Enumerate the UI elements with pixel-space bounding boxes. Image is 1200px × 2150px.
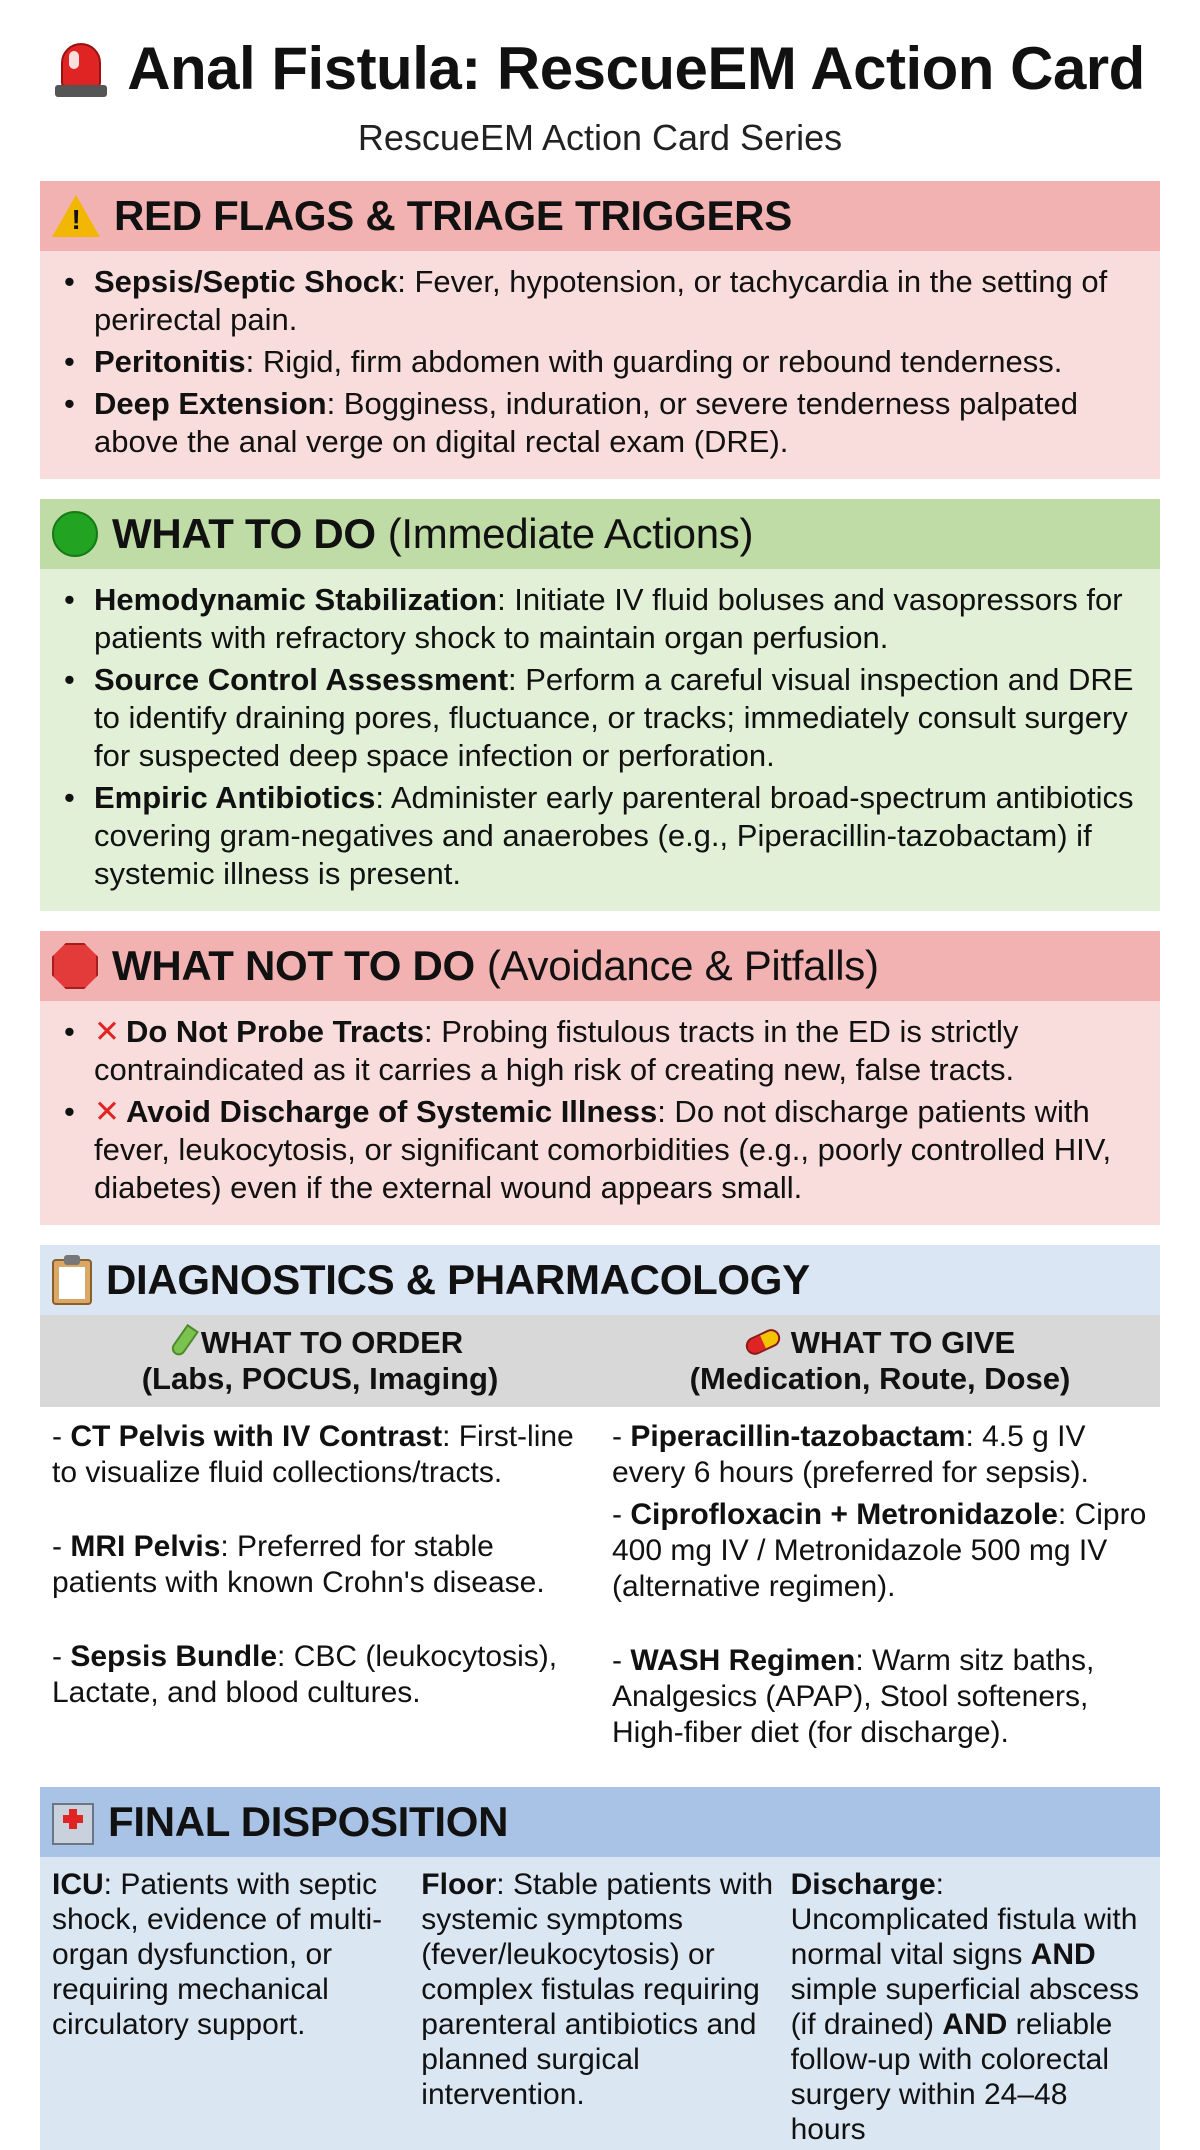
item-text: : Probing fistulous tracts in the ED is strictly contraindicated as it carries a high risk of creating new, false tracts.: [94, 1014, 1019, 1087]
item-text: : Rigid, firm abdomen with guarding or rebound tenderness.: [245, 344, 1063, 379]
disposition-discharge: [791, 1867, 1160, 2147]
what-to-do-section: [40, 499, 1160, 911]
disposition-header: [40, 1787, 1160, 1857]
item-label: Do Not Probe Tracts: [125, 1014, 424, 1049]
item-text: : Cipro 400 mg IV / Metronidazole 500 mg IV (alternative regimen).: [612, 1498, 1147, 1603]
page-title: [40, 34, 1160, 103]
item-label: Sepsis Bundle: [70, 1640, 278, 1673]
what-to-give-column: [600, 1315, 1160, 1767]
diagnostics-title: DIAGNOSTICS & PHARMACOLOGY: [106, 1256, 810, 1303]
give-heading-line2: (Medication, Route, Dose): [689, 1361, 1071, 1396]
item-text: : Do not discharge patients with fever, leukocytosis, or significant comorbidities (e.g., poorly controlled HIV, diabetes) even if the external wound appears small.: [94, 1094, 1112, 1205]
green-circle-icon: [52, 511, 98, 557]
item-label: Hemodynamic Stabilization: [94, 582, 498, 617]
what-to-order-body: [40, 1407, 600, 1759]
list-item: [58, 343, 1142, 381]
order-heading-line2: (Labs, POCUS, Imaging): [141, 1361, 499, 1396]
item-text: : Preferred for stable patients with known Crohn's disease.: [52, 1530, 545, 1599]
discharge-and: AND: [942, 2008, 1008, 2041]
discharge-label: Discharge: [790, 1868, 936, 1901]
siren-icon: [55, 39, 107, 99]
red-flags-header: [40, 181, 1160, 251]
red-flags-title: RED FLAGS & TRIAGE TRIGGERS: [114, 192, 792, 239]
floor-text: : Stable patients with systemic symptoms (fever/leukocytosis) or complex fistulas requiring parenteral antibiotics and planned surgical intervention.: [421, 1868, 774, 2111]
item-label: Peritonitis: [94, 344, 246, 379]
red-flags-section: [40, 181, 1160, 479]
item-text: : Administer early parenteral broad-spectrum antibiotics covering gram-negatives and anaerobes (e.g., Piperacillin-tazobactam) if systemic illness is present.: [94, 780, 1134, 891]
what-to-order-column: [40, 1315, 600, 1767]
clipboard-icon: [52, 1255, 92, 1305]
list-item: - MRI Pelvis: Preferred for stable patients with known Crohn's disease.: [52, 1530, 545, 1599]
item-label: Source Control Assessment: [94, 662, 509, 697]
disposition-floor: [421, 1867, 790, 2147]
item-text: : Perform a careful visual inspection and DRE to identify draining pores, fluctuance, or tracks; immediately consult surgery for suspected deep space infection or perforation.: [94, 662, 1134, 773]
diagnostics-section: [40, 1245, 1160, 1767]
what-to-give-body: [600, 1407, 1160, 1767]
what-to-do-header: [40, 499, 1160, 569]
what-not-to-do-title: WHAT NOT TO DO: [112, 942, 475, 989]
disposition-icu: [52, 1867, 421, 2147]
item-label: Sepsis/Septic Shock: [94, 264, 398, 299]
item-text: : 4.5 g IV every 6 hours (preferred for sepsis).: [612, 1420, 1089, 1489]
item-label: WASH Regimen: [630, 1644, 856, 1677]
item-text: : Warm sitz baths, Analgesics (APAP), Stool softeners, High-fiber diet (for discharge).: [612, 1644, 1095, 1749]
list-item: - CT Pelvis with IV Contrast: First-line to visualize fluid collections/tracts.: [52, 1420, 574, 1489]
what-to-do-subtitle: (Immediate Actions): [387, 510, 754, 557]
test-tube-icon: [169, 1324, 199, 1358]
list-item: [58, 263, 1142, 339]
item-text: : Bogginess, induration, or severe tenderness palpated above the anal verge on digital rectal exam (DRE).: [94, 386, 1078, 459]
what-not-to-do-subtitle: (Avoidance & Pitfalls): [486, 942, 879, 989]
item-label: Deep Extension: [94, 386, 327, 421]
discharge-and: AND: [1030, 1938, 1096, 1971]
what-to-do-body: [40, 569, 1160, 911]
discharge-text: reliable follow-up with colorectal surgery within 24–48 hours: [790, 2008, 1113, 2146]
list-item: [58, 385, 1142, 461]
what-to-give-header: [600, 1315, 1160, 1407]
what-not-to-do-body: [40, 1001, 1160, 1225]
list-item: - Sepsis Bundle: CBC (leukocytosis), Lactate, and blood cultures.: [52, 1640, 558, 1709]
icu-label: ICU: [52, 1868, 104, 1901]
discharge-text: : Uncomplicated fistula with normal vital signs: [790, 1868, 1138, 1971]
list-item: [58, 1093, 1142, 1207]
item-text: : CBC (leukocytosis), Lactate, and blood cultures.: [52, 1640, 558, 1709]
list-item: [58, 1013, 1142, 1089]
what-to-do-title: WHAT TO DO: [112, 510, 376, 557]
pill-icon: [743, 1326, 783, 1358]
order-heading-line1: WHAT TO ORDER: [200, 1325, 464, 1360]
item-label: CT Pelvis with IV Contrast: [70, 1420, 443, 1453]
item-text: : First-line to visualize fluid collections/tracts.: [52, 1420, 574, 1489]
item-label: Avoid Discharge of Systemic Illness: [125, 1094, 658, 1129]
diagnostics-header: [40, 1245, 1160, 1315]
list-item: [58, 779, 1142, 893]
title-text: Anal Fistula: RescueEM Action Card: [127, 35, 1145, 102]
warning-icon: !: [52, 195, 100, 237]
hospital-icon: [52, 1799, 94, 1845]
disposition-body: [40, 1857, 1160, 2150]
item-text: : Initiate IV fluid boluses and vasopressors for patients with refractory shock to maintain organ perfusion.: [94, 582, 1123, 655]
diagnostics-columns: [40, 1315, 1160, 1767]
stop-sign-icon: [52, 943, 98, 989]
item-label: Piperacillin-tazobactam: [630, 1420, 966, 1453]
what-not-to-do-section: [40, 931, 1160, 1225]
list-item: - WASH Regimen: Warm sitz baths, Analgesics (APAP), Stool softeners, High-fiber diet (for discharge).: [612, 1644, 1095, 1749]
item-label: MRI Pelvis: [70, 1530, 221, 1563]
red-flags-body: [40, 251, 1160, 479]
header: [40, 0, 1160, 159]
disposition-title: FINAL DISPOSITION: [108, 1798, 509, 1845]
discharge-text: simple superficial abscess (if drained): [790, 1973, 1140, 2041]
cross-mark-icon: ✕: [94, 1094, 120, 1129]
item-label: Ciprofloxacin + Metronidazole: [630, 1498, 1058, 1531]
what-not-to-do-header: [40, 931, 1160, 1001]
disposition-section: [40, 1787, 1160, 2150]
cross-mark-icon: ✕: [94, 1014, 120, 1049]
icu-text: : Patients with septic shock, evidence of multi-organ dysfunction, or requiring mechanical circulatory support.: [52, 1868, 383, 2041]
list-item: - Ciprofloxacin + Metronidazole: Cipro 400 mg IV / Metronidazole 500 mg IV (alternative regimen).: [612, 1498, 1147, 1603]
give-heading-line1: WHAT TO GIVE: [790, 1325, 1016, 1360]
list-item: [58, 661, 1142, 775]
item-label: Empiric Antibiotics: [94, 780, 376, 815]
what-to-order-header: [40, 1315, 600, 1407]
floor-label: Floor: [421, 1868, 497, 1901]
page-subtitle: RescueEM Action Card Series: [357, 117, 843, 158]
item-text: : Fever, hypotension, or tachycardia in the setting of perirectal pain.: [94, 264, 1108, 337]
list-item: - Piperacillin-tazobactam: 4.5 g IV every 6 hours (preferred for sepsis).: [612, 1420, 1089, 1489]
list-item: [58, 581, 1142, 657]
